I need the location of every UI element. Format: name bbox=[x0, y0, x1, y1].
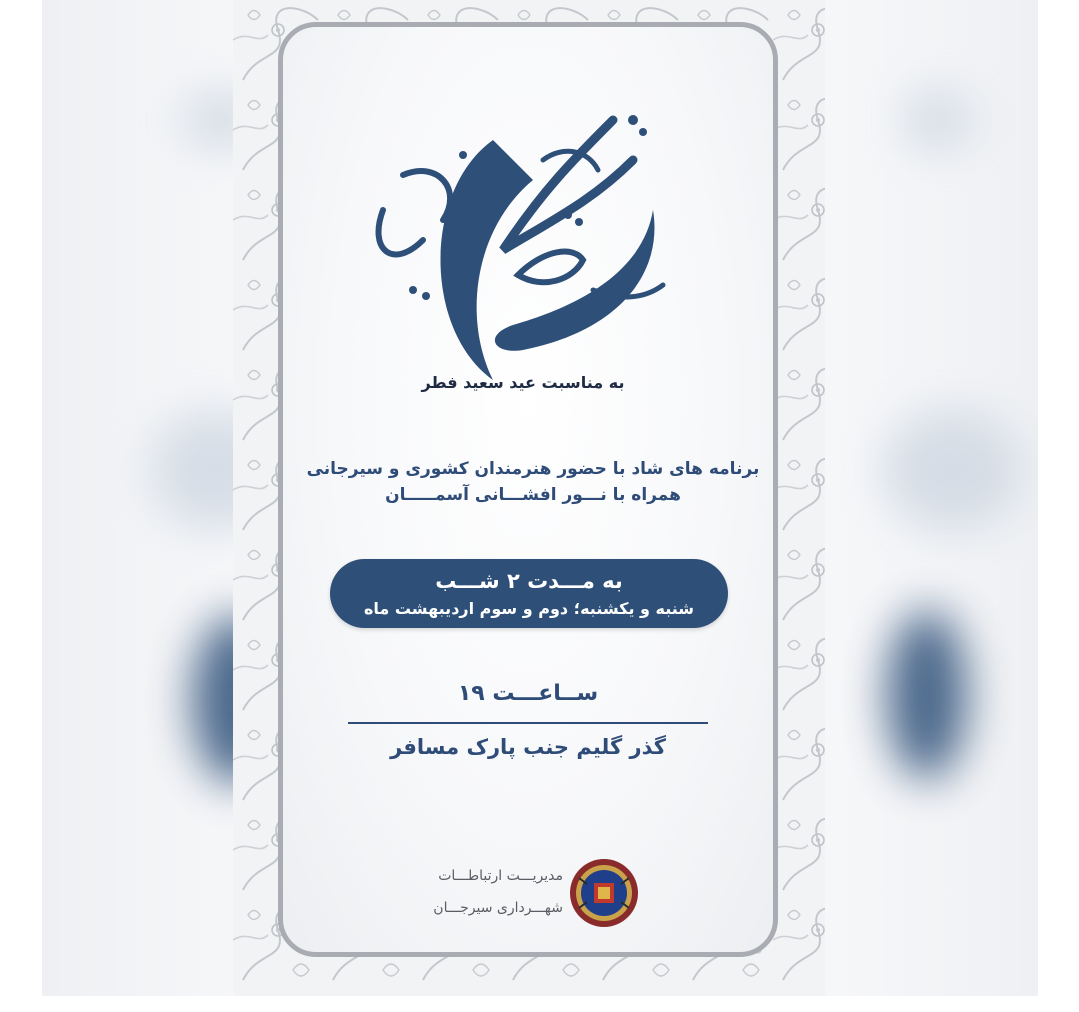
event-poster bbox=[233, 0, 825, 996]
event-location: گذر گلیم جنب پارک مسافر bbox=[390, 735, 666, 759]
duration-days: شنبه و یکشنبه؛ دوم و سوم اردیبهشت ماه bbox=[363, 599, 695, 618]
municipality-emblem-icon bbox=[567, 856, 641, 930]
event-time: ســاعـــت ۱۹ bbox=[457, 681, 599, 706]
organizer-line-2: شهـــرداری سیرجـــان bbox=[433, 900, 563, 916]
organizer-text bbox=[383, 860, 563, 924]
description-line-1: برنامه های شاد با حضور هنرمندان کشوری و سیرجانی bbox=[306, 459, 760, 479]
calligraphy-logo bbox=[343, 100, 703, 400]
occasion-subtitle: به مناسبت عید سعید فطر bbox=[421, 373, 625, 392]
description-line-2: همراه با نـــور افشـــانی آسمـــــان bbox=[385, 485, 681, 505]
organizer-line-1: مدیریـــت ارتباطـــات bbox=[438, 868, 563, 884]
divider-line bbox=[348, 722, 708, 724]
duration-banner bbox=[330, 559, 728, 628]
program-description bbox=[283, 456, 783, 508]
duration-title: به مـــدت ۲ شـــب bbox=[435, 569, 623, 593]
